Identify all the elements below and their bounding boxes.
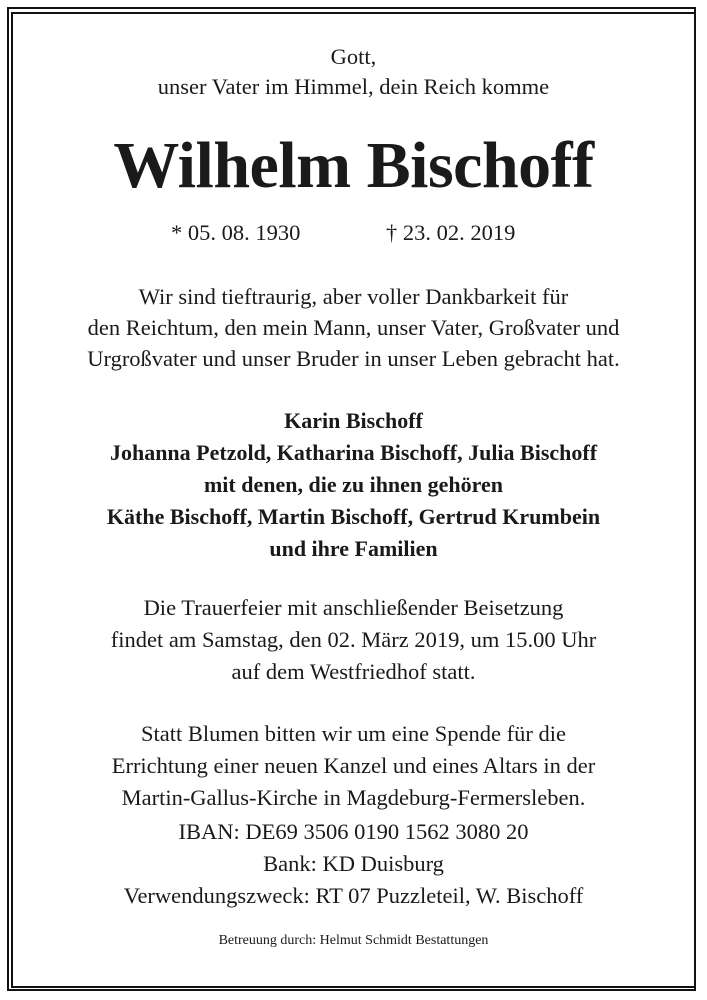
- funeral-home-credit: Betreuung durch: Helmut Schmidt Bestattungen: [218, 933, 489, 948]
- bank-line: Bank: KD Duisburg: [263, 851, 444, 876]
- header-line-1: Gott,: [330, 44, 377, 69]
- deceased-name: Wilhelm Bischoff: [113, 129, 594, 202]
- message-line-3: Urgroßvater und unser Bruder in unser Leben gebracht hat.: [87, 346, 620, 371]
- mourner-line-1: Karin Bischoff: [284, 408, 423, 433]
- mourner-line-2: Johanna Petzold, Katharina Bischoff, Julia Bischoff: [109, 440, 598, 465]
- mourner-line-4: Käthe Bischoff, Martin Bischoff, Gertrud Krumbein: [106, 504, 601, 529]
- donation-line-2: Errichtung einer neuen Kanzel und eines Altars in der: [111, 753, 596, 778]
- death-date: † 23. 02. 2019: [386, 220, 516, 245]
- donation-line-1: Statt Blumen bitten wir um eine Spende für die: [141, 721, 566, 746]
- mourner-line-5: und ihre Familien: [269, 536, 438, 561]
- mourner-line-3: mit denen, die zu ihnen gehören: [203, 472, 504, 497]
- funeral-line-3: auf dem Westfriedhof statt.: [231, 659, 476, 684]
- message-line-1: Wir sind tieftraurig, aber voller Dankbarkeit für: [138, 284, 569, 309]
- header-line-2: unser Vater im Himmel, dein Reich komme: [157, 74, 550, 99]
- iban-line: IBAN: DE69 3506 0190 1562 3080 20: [178, 819, 529, 844]
- message-line-2: den Reichtum, den mein Mann, unser Vater, Großvater und: [87, 315, 620, 340]
- purpose-line: Verwendungszweck: RT 07 Puzzleteil, W. Bischoff: [123, 883, 584, 908]
- funeral-line-1: Die Trauerfeier mit anschließender Beisetzung: [143, 595, 564, 620]
- donation-line-3: Martin-Gallus-Kirche in Magdeburg-Fermersleben.: [121, 785, 586, 810]
- birth-date: * 05. 08. 1930: [171, 220, 301, 245]
- funeral-line-2: findet am Samstag, den 02. März 2019, um 15.00 Uhr: [110, 627, 597, 652]
